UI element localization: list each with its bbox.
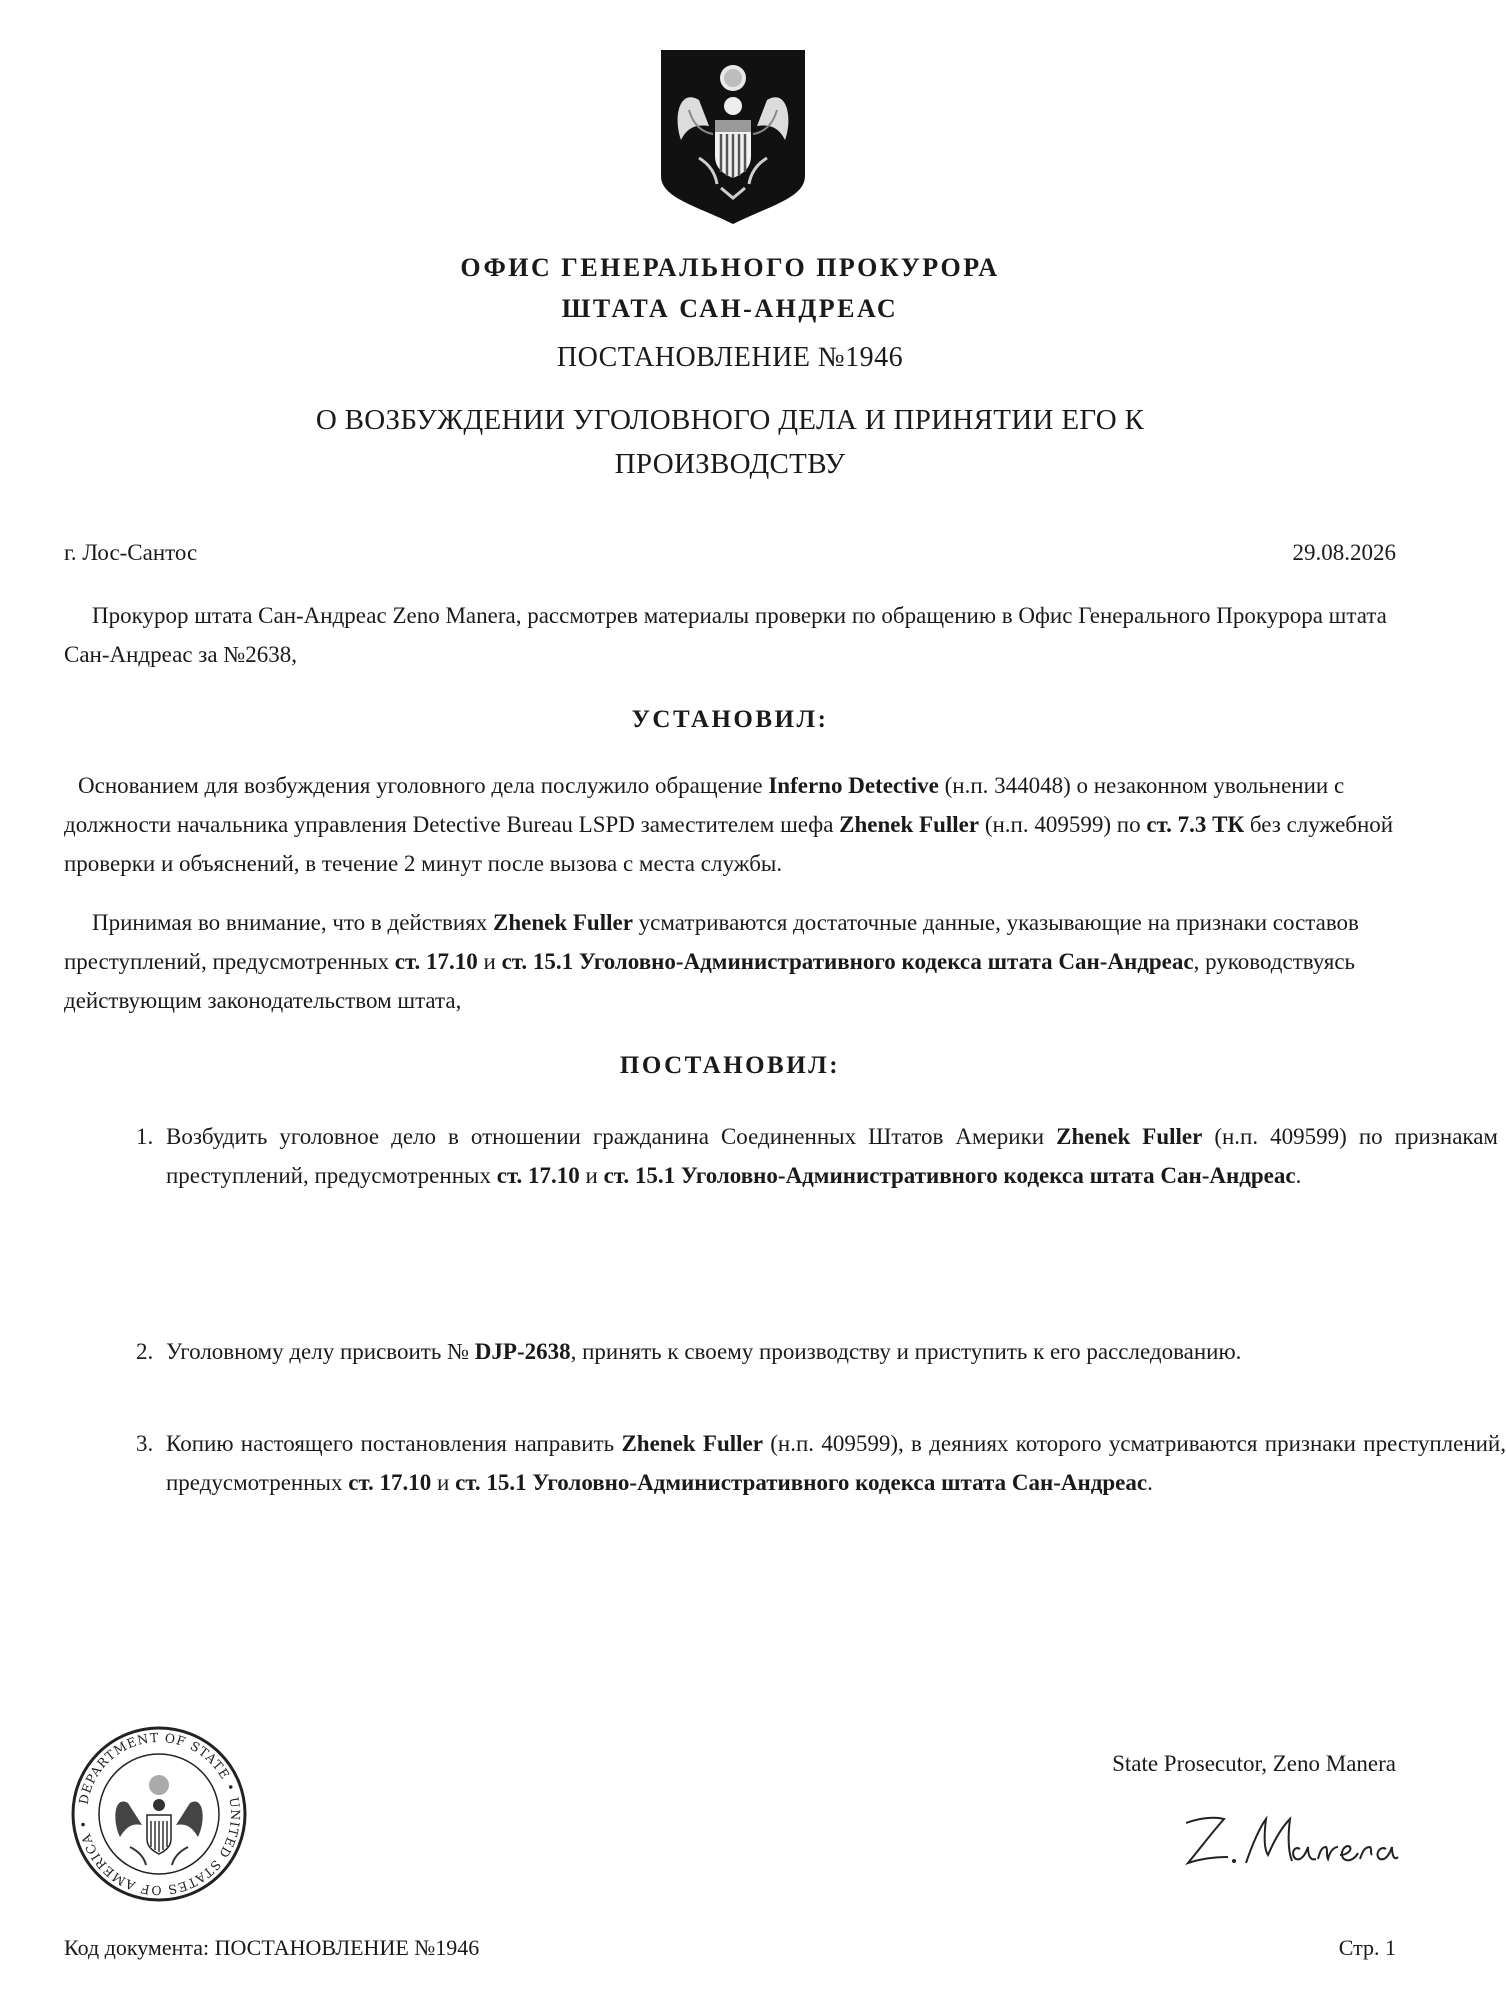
accused-name: Zhenek Fuller (621, 1431, 763, 1456)
item-number: 3. (136, 1431, 154, 1456)
subject-line2: ПРОИЗВОДСТВУ (614, 448, 846, 480)
code-reference: ст. 15.1 Уголовно-Административного кодекса штата Сан-Андреас (455, 1470, 1148, 1495)
accused-name: Zhenek Fuller (1056, 1124, 1203, 1149)
resolution-item: 1. Возбудить уголовное дело в отношении гражданина Соединенных Штатов Америки Zhenek Fuller (н.п. 409599) по признакам преступлений, предусмотренных ст. 17.10 и ст. 15.1 Уголовно-Административного кодекса штата Сан-Андреас. (128, 1117, 1498, 1195)
handwritten-signature (1180, 1805, 1400, 1875)
svg-text:DEPARTMENT OF STATE • UNITED S: DEPARTMENT OF STATE • UNITED STATES OF AMERICA • (75, 1729, 244, 1899)
resolution-item: 3. Копию настоящего постановления направить Zhenek Fuller (н.п. 409599), в деяниях которого усматриваются признаки преступлений, предусмотренных ст. 17.10 и ст. 15.1 Уголовно-Административного кодекса штата Сан-Андреас. (128, 1424, 1506, 1502)
complainant-name: Inferno Detective (768, 773, 939, 798)
article-reference: ст. 17.10 (496, 1163, 580, 1188)
resolved-heading: ПОСТАНОВИЛ: (619, 1052, 841, 1079)
resolution-subject (310, 398, 1150, 486)
accused-name: Zhenek Fuller (839, 812, 980, 837)
basis-paragraph: Основанием для возбуждения уголовного дела послужило обращение Inferno Detective (н.п. 344048) о незаконном увольнении с должности начальника управления Detective Bureau LSPD заместителем шефа Zhenek Fuller (н.п. 409599) по ст. 7.3 ТК без служебной проверки и объяснений, в течение 2 минут после вызова с места службы. (64, 773, 1394, 876)
accused-name: Zhenek Fuller (492, 910, 633, 935)
document-city: г. Лос-Сантос (64, 540, 198, 565)
item-number: 1. (136, 1124, 154, 1149)
document-code: Код документа: ПОСТАНОВЛЕНИЕ №1946 (64, 1935, 480, 1960)
case-number: DJP-2638 (474, 1339, 571, 1364)
resolution-title: ПОСТАНОВЛЕНИЕ №1946 (556, 342, 904, 373)
code-reference: ст. 15.1 Уголовно-Административного кодекса штата Сан-Андреас (603, 1163, 1296, 1188)
established-heading: УСТАНОВИЛ: (631, 706, 829, 733)
signatory-title: State Prosecutor, Zeno Manera (1112, 1751, 1396, 1776)
department-of-state-seal-icon (70, 1725, 248, 1903)
office-title-line2: ШТАТА САН-АНДРЕАС (561, 294, 899, 323)
resolution-item: 2. Уголовному делу присвоить № DJP-2638, принять к своему производству и приступить к его расследованию. (128, 1332, 1498, 1371)
subject-line1: О ВОЗБУЖДЕНИИ УГОЛОВНОГО ДЕЛА И ПРИНЯТИИ ЕГО К (315, 404, 1145, 436)
page-number: Стр. 1 (1338, 1935, 1396, 1960)
consideration-paragraph: Принимая во внимание, что в действиях Zhenek Fuller усматриваются достаточные данные, указывающие на признаки составов преступлений, предусмотренных ст. 17.10 и ст. 15.1 Уголовно-Административного кодекса штата Сан-Андреас, руководствуясь действующим законодательством штата, (64, 910, 1359, 1013)
labor-code-article: ст. 7.3 ТК (1146, 812, 1245, 837)
document-date: 29.08.2026 (1292, 540, 1396, 565)
intro-paragraph: Прокурор штата Сан-Андреас Zeno Manera, рассмотрев материалы проверки по обращению в Офис Генерального Прокурора штата Сан-Андреас за №2638, (64, 603, 1387, 667)
office-title-line1: ОФИС ГЕНЕРАЛЬНОГО ПРОКУРОРА (460, 253, 1000, 282)
article-reference: ст. 17.10 (394, 949, 478, 974)
article-reference: ст. 17.10 (348, 1470, 432, 1495)
code-reference: ст. 15.1 Уголовно-Административного кодекса штата Сан-Андреас (501, 949, 1194, 974)
item-number: 2. (136, 1339, 154, 1364)
